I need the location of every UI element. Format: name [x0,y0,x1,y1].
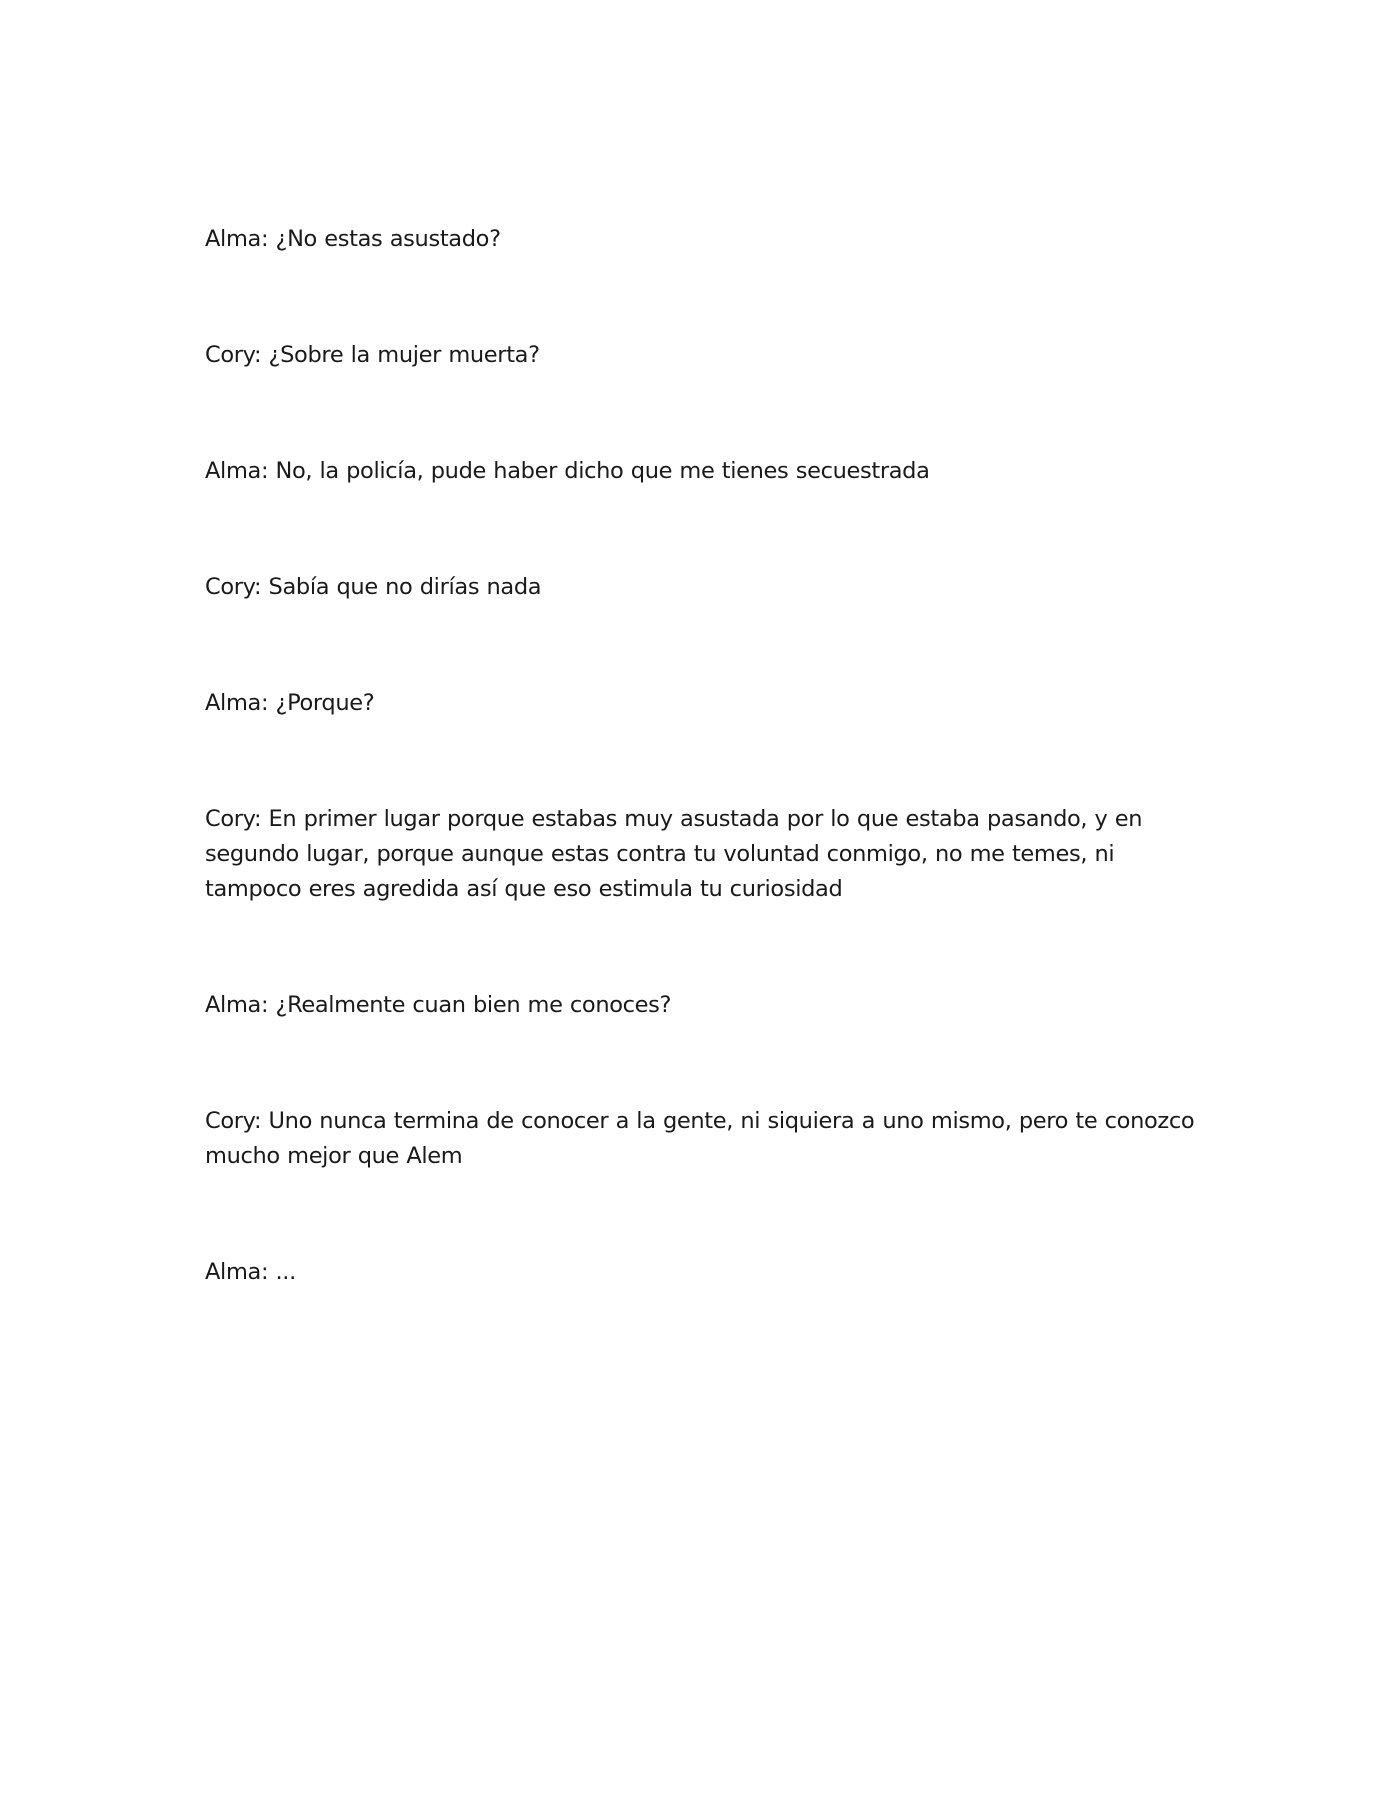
dialogue-line: Alma: ¿No estas asustado? [205,226,501,252]
dialogue-body [205,222,1205,1371]
dialogue-line: Cory: Uno nunca termina de conocer a la gente, ni siquiera a uno mismo, pero te conozco mucho mejor que Alem [205,1108,1195,1169]
dialogue-line: Cory: En primer lugar porque estabas muy asustada por lo que estaba pasando, y en segundo lugar, porque aunque estas contra tu voluntad conmigo, no me temes, ni tampoco eres agredida así que eso estimula tu curiosidad [205,806,1143,902]
dialogue-line: Alma: No, la policía, pude haber dicho que me tienes secuestrada [205,458,930,484]
dialogue-line: Cory: ¿Sobre la mujer muerta? [205,342,540,368]
dialogue-line: Cory: Sabía que no dirías nada [205,574,542,600]
dialogue-line: Alma: ¿Porque? [205,690,375,716]
dialogue-line: Alma: ¿Realmente cuan bien me conoces? [205,992,672,1018]
dialogue-line: Alma: ... [205,1259,296,1285]
